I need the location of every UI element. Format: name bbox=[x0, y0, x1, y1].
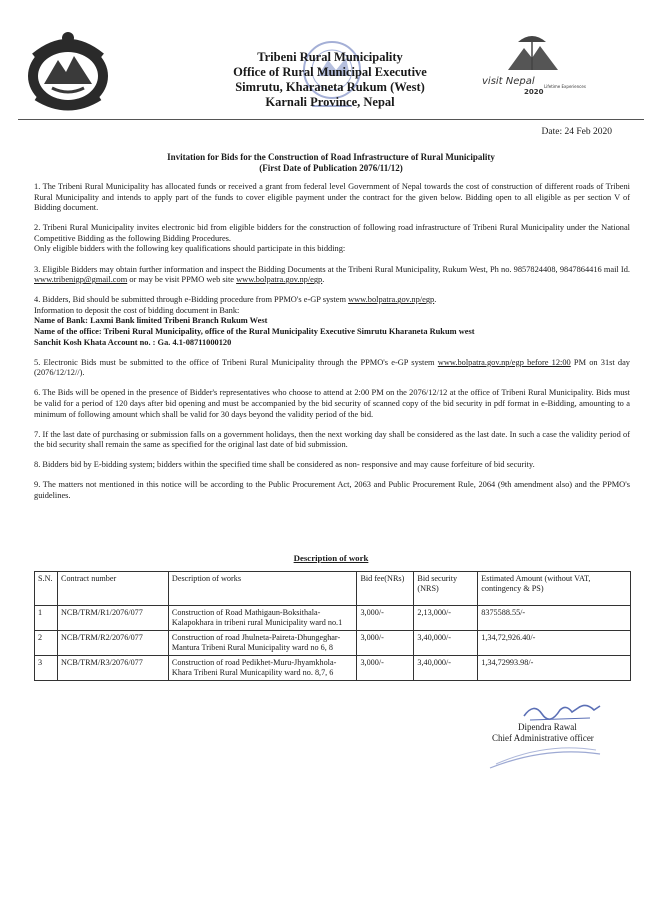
paragraph-4 bbox=[34, 295, 630, 348]
paragraph-2 bbox=[34, 223, 630, 255]
table-cell: 1 bbox=[35, 606, 58, 631]
header-line-3: Simrutu, Kharaneta Rukum (West) bbox=[235, 80, 425, 94]
logo-text: visit Nepal bbox=[482, 76, 535, 87]
signature-mark bbox=[520, 700, 602, 724]
nepal-emblem-icon bbox=[22, 26, 114, 114]
paragraph-7: 7. If the last date of purchasing or submission falls on a government holidays, then the next working day shall be considered as the last date. In such a case the validity period of the bid security shall remain the same as specified for the original last date of bid submission. bbox=[34, 429, 630, 450]
table-cell: 2 bbox=[35, 631, 58, 656]
table-cell: 3,000/- bbox=[357, 606, 414, 631]
header-line-2: Office of Rural Municipal Executive bbox=[233, 65, 427, 79]
signatory-designation: Chief Administrative officer bbox=[492, 733, 594, 743]
table-cell: Construction of road Pedikhet-Muru-Jhyamkhola-Khara Tribeni Rural Municapility ward no. 8,7, 6 bbox=[168, 656, 357, 681]
table-header-row bbox=[35, 572, 631, 606]
column-header: Bid security (NRS) bbox=[414, 572, 478, 606]
column-header: S.N. bbox=[35, 572, 58, 606]
header-divider bbox=[18, 119, 644, 120]
paragraph-3 bbox=[34, 265, 630, 286]
account-number: Sanchit Kosh Khata Account no. : Ga. 4.1-08711000120 bbox=[34, 337, 232, 347]
notice-body bbox=[34, 182, 630, 511]
table-cell: 1,34,72,926.40/- bbox=[478, 631, 631, 656]
paragraph-5-text: 5. Electronic Bids must be submitted to the office of Tribeni Rural Municipality through the PPMO's e-GP system bbox=[34, 357, 435, 367]
paragraph-5 bbox=[34, 358, 630, 379]
title-line-1: Invitation for Bids for the Construction of Road Infrastructure of Rural Municipality bbox=[167, 152, 495, 162]
paragraph-3-text: 3. Eligible Bidders may obtain further information and inspect the Bidding Documents at the Tribeni Rural Municipality, Rukum West, Ph no. 9857824408, 9847864416 mail Id. bbox=[34, 264, 630, 274]
paragraph-1: 1. The Tribeni Rural Municipality has allocated funds or received a grant from federal level Government of Nepal towards the cost of construction of different roads of Tribeni Rural Municipality and intends to apply part of the funds to cover eligible payment under the contract for the given below. Bidding open to all eligible as per section V of Bidding document. bbox=[34, 182, 630, 213]
header-line-4: Karnali Province, Nepal bbox=[265, 95, 395, 109]
header-line-1: Tribeni Rural Municipality bbox=[257, 50, 403, 64]
paragraph-4-end: . bbox=[434, 295, 437, 305]
description-heading: Description of work bbox=[293, 553, 369, 563]
table-cell: Construction of road Jhulneta-Paireta-Dhungeghar-Mantura Tribeni Rural Municipality ward no 6, 8 bbox=[168, 631, 357, 656]
table-cell: 2,13,000/- bbox=[414, 606, 478, 631]
logo-year: 2020 bbox=[524, 88, 544, 96]
column-header: Estimated Amount (without VAT, contingency & PS) bbox=[478, 572, 631, 606]
paragraph-3-end: . bbox=[322, 275, 325, 285]
paragraph-3-mid: or may be visit PPMO web site bbox=[129, 275, 235, 285]
signatory-name: Dipendra Rawal bbox=[518, 722, 577, 732]
notice-date: Date: 24 Feb 2020 bbox=[541, 127, 612, 137]
column-header: Bid fee(NRs) bbox=[357, 572, 414, 606]
paragraph-5-end: PM on 31st day (2076/12/12//). bbox=[34, 357, 630, 378]
works-table bbox=[34, 571, 631, 681]
table-cell: NCB/TRM/R2/2076/077 bbox=[57, 631, 168, 656]
table-cell: 1,34,72993.98/- bbox=[478, 656, 631, 681]
email-link[interactable]: www.tribenigp@gmail.com bbox=[34, 275, 128, 285]
logo-tagline: Lifetime Experiences bbox=[544, 84, 586, 89]
bank-info-label: Information to deposit the cost of bidding document in Bank: bbox=[34, 305, 240, 315]
table-row bbox=[35, 656, 631, 681]
table-cell: 3 bbox=[35, 656, 58, 681]
signatory-block bbox=[492, 722, 594, 744]
office-header bbox=[150, 50, 510, 110]
title-line-2: (First Date of Publication 2076/11/12) bbox=[259, 163, 403, 173]
table-row bbox=[35, 631, 631, 656]
column-header: Contract number bbox=[57, 572, 168, 606]
paragraph-6: 6. The Bids will be opened in the presence of Bidder's representatives who choose to attend at 2:00 PM on the 2076/12/12 at the office of Tribeni Rural Municipality. Bids must be valid for a period of 120 days after bid opening and must be accompanied by the bid security of scanned copy of the bid security in pdf format in e-Bidding, amounting to a minimum of following amount which shall be valid for 30 days beyond the validity period of the bid. bbox=[34, 388, 630, 419]
paragraph-2-main: 2. Tribeni Rural Municipality invites electronic bid from eligible bidders for the construction of following road infrastructure of Tribeni Rural Municipality under the National Competitive Bidding as the following Bidding Procedures. bbox=[34, 223, 630, 243]
ppmo-site-link[interactable]: www.bolpatra.gov.np/egp bbox=[236, 275, 323, 285]
table-cell: 8375588.55/- bbox=[478, 606, 631, 631]
paragraph-2-note: Only eligible bidders with the following key qualifications should participate in this bidding: bbox=[34, 244, 346, 254]
table-cell: 3,000/- bbox=[357, 631, 414, 656]
paragraph-9: 9. The matters not mentioned in this notice will be according to the Public Procurement Act, 2063 and Public Procurement Rule, 2064 (9th amendment also) and the PPMO's guidelines. bbox=[34, 480, 630, 501]
table-cell: 3,000/- bbox=[357, 656, 414, 681]
paragraph-4-text: 4. Bidders, Bid should be submitted through e-Bidding procedure from PPMO's e-GP system bbox=[34, 295, 346, 305]
table-cell: NCB/TRM/R1/2076/077 bbox=[57, 606, 168, 631]
visit-nepal-logo bbox=[478, 30, 586, 100]
table-cell: 3,40,000/- bbox=[414, 656, 478, 681]
table-cell: NCB/TRM/R3/2076/077 bbox=[57, 656, 168, 681]
submission-link[interactable]: www.bolpatra.gov.np/egp before 12:00 bbox=[437, 357, 571, 367]
office-name: Name of the office: Tribeni Rural Municipality, office of the Rural Municipality Executive Simrutu Kharaneta Rukum west bbox=[34, 327, 475, 337]
paragraph-8: 8. Bidders bid by E-bidding system; bidders within the specified time shall be considered as non- responsive and may cause forfeiture of bid security. bbox=[34, 460, 535, 470]
table-row bbox=[35, 606, 631, 631]
bank-name: Name of Bank: Laxmi Bank limited Tribeni Branch Rukum West bbox=[34, 316, 268, 326]
column-header: Description of works bbox=[168, 572, 357, 606]
notice-title bbox=[60, 152, 602, 174]
table-cell: 3,40,000/- bbox=[414, 631, 478, 656]
table-cell: Construction of Road Mathigaun-Boksithala-Kalapokhara in tribeni rural Municipality ward no.1 bbox=[168, 606, 357, 631]
egp-site-link[interactable]: www.bolpatra.gov.np/egp bbox=[348, 295, 435, 305]
